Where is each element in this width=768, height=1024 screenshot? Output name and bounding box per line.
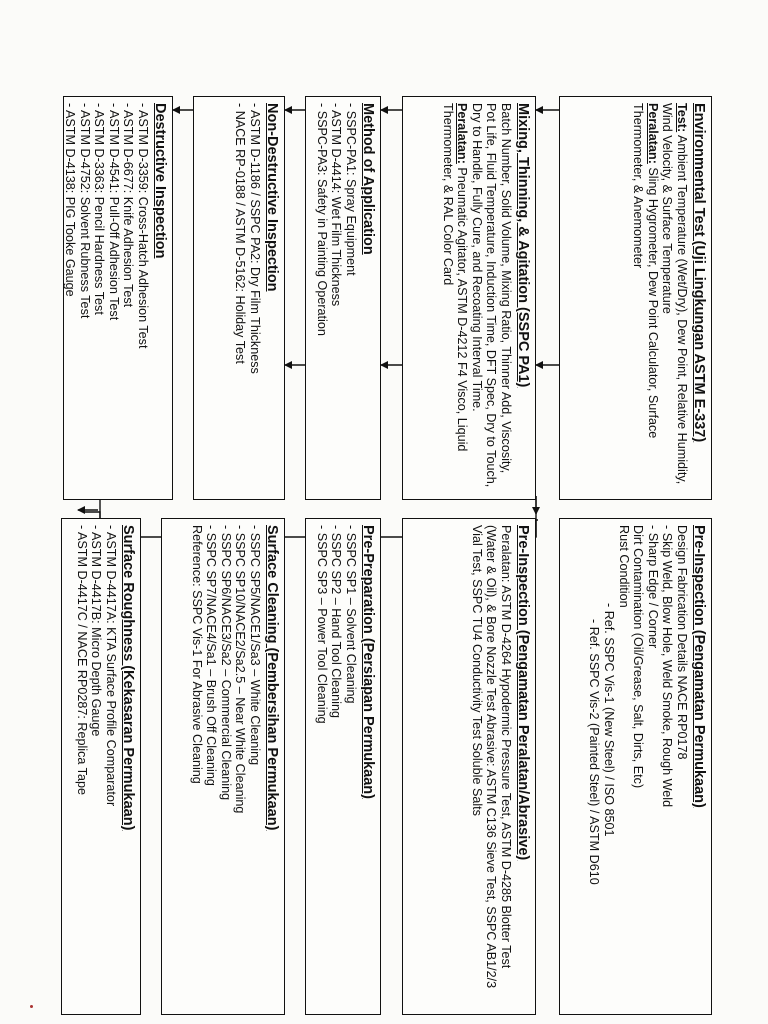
pre-inspection-surface-line: Rust Condition xyxy=(616,525,631,608)
surface-cleaning-line: - SSPC SP5/NACE1/Sa3 – White Cleaning xyxy=(248,525,262,766)
destructive-line: - ASTM D-6677: Knife Adhesion Test xyxy=(121,103,136,308)
pre-inspection-surface-line: - Skip Weld, Blow Hole, Weld Smoke, Rough Weld xyxy=(660,525,675,808)
mixing-tools-label: Peralatan: xyxy=(455,103,470,164)
mixing-tools xyxy=(440,103,469,493)
environmental-tools-text: Sling Hygrometer, Dew Point Calculator, Surface Thermometer, & Anemometer xyxy=(631,103,660,439)
box-pre-inspection-equipment xyxy=(402,518,536,1015)
mixing-tools-text: Pneumatic Agitator, ASTM D-4212 F4 Visco, Liquid Thermometer, & RAL Color Card xyxy=(440,103,470,452)
destructive-line: - ASTM D-3359: Cross-Hatch Adhesion Test xyxy=(136,103,150,349)
pre-inspection-equipment-title: Pre-Inspection (Pengamatan Peralatan/Abrasive) xyxy=(515,525,531,861)
surface-roughness-title: Surface Roughness (Kekasaran Permukaan) xyxy=(120,525,136,831)
surface-roughness-line: - ASTM D-4417C / NACE RP0287: Replica Tape xyxy=(74,525,89,795)
destructive-line: - ASTM D-4541: Pull-Off Adhesion Test xyxy=(106,103,121,321)
non-destructive-line: - NACE RP-0188 / ASTM D-5162: Holiday Test xyxy=(233,103,248,364)
surface-roughness-line: - ASTM D-4417B: Micro Depth Gauge xyxy=(89,525,104,737)
pre-inspection-surface-line: Design Fabrication Details NACE RP0178 xyxy=(675,525,689,760)
non-destructive-title: Non-Destructive Inspection xyxy=(264,103,280,292)
environmental-tools-label: Peralatan: xyxy=(645,103,660,164)
pre-preparation-line: - SSPC SP2 – Hand Tool Cleaning xyxy=(329,525,344,718)
mixing-text: Batch Number, Solid Volume, Mixing Ratio, Thinner Add, Viscosity, Pot Life, Fluid Temperature, Induction Time, DFT Spec, Dry to Touch, Dry to Handle, Fully Cure, and Recoating Interval Time. xyxy=(469,103,513,488)
box-method-application xyxy=(305,96,381,500)
environmental-test-tools xyxy=(631,103,660,493)
environmental-test-text: Ambient Temperature (Wet/Dry), Dew Point, Relative Humidity, Wind Velocity, & Surface Temperature xyxy=(660,103,689,485)
method-application-line: - SSPC-PA3: Safety in Painting Operation xyxy=(314,103,329,336)
destructive-line: - ASTM D-3363: Pencil Hardness Test xyxy=(92,103,107,315)
method-application-title: Method of Application xyxy=(360,103,376,255)
destructive-title: Destructive Inspection xyxy=(152,103,168,259)
box-non-destructive xyxy=(193,96,285,500)
surface-cleaning-title: Surface Cleaning (Pembersihan Permukaan) xyxy=(264,525,280,831)
box-pre-inspection-surface xyxy=(559,518,712,1015)
environmental-test-title: Environmental Test (Uji Lingkungan ASTM E-337) xyxy=(691,103,707,443)
pre-inspection-surface-title: Pre-Inspection (Pengamatan Permukaan) xyxy=(691,525,707,808)
destructive-line: - ASTM D-4138: PIG Tooke Gauge xyxy=(63,103,78,297)
surface-cleaning-line: - SSPC SP6/NACE3/Sa2 – Commercial Cleaning xyxy=(218,525,233,801)
pre-inspection-surface-ref: - Ref. SSPC Vis-1 (New Steel) / ISO 8501 xyxy=(602,603,617,837)
pre-preparation-title: Pre-Preparation (Persiapan Permukaan) xyxy=(360,525,376,799)
pre-preparation-line: - SSPC SP1 – Solvent Cleaning xyxy=(344,525,358,704)
pre-preparation-line: - SSPC SP3 – Power Tool Cleaning xyxy=(314,525,329,724)
box-pre-preparation xyxy=(305,518,381,1015)
method-application-line: - ASTM D-4414: Wet Film Thickness xyxy=(329,103,344,307)
box-mixing xyxy=(402,96,536,500)
surface-roughness-line: - ASTM D-4417A: KTA Surface Profile Comparator xyxy=(104,525,118,807)
surface-cleaning-line: Reference: SSPC Vis-1 For Abrasive Cleaning xyxy=(189,525,204,784)
box-environmental-test xyxy=(559,96,712,500)
pre-inspection-equipment-text: Peralatan: ASTM D-4264 Hypodermic Pressure Test, ASTM D-4285 Blotter Test (Water & Oil), & Bore Nozzle Test Abrasive: ASTM C136 Sieve Test, SSPC AB1/2/3 Vial Test, SSPC TU4 Conductivity Test Soluble Salts xyxy=(469,525,513,989)
box-surface-cleaning xyxy=(161,518,285,1015)
box-destructive xyxy=(63,96,173,500)
environmental-test-test xyxy=(660,103,689,493)
surface-cleaning-line: - SSPC SP7/NACE4/Sa1 – Brush Off Cleaning xyxy=(204,525,219,786)
pre-inspection-surface-line: - Sharp Edge / Corner xyxy=(645,525,660,649)
box-surface-roughness xyxy=(61,518,141,1015)
environmental-test-label: Test: xyxy=(675,103,689,133)
destructive-line: - ASTM D-4752: Solvent Rubness Test xyxy=(77,103,92,319)
pre-inspection-surface-line: Dirt Contamination (Oil/Grease, Salt, Dirts, Etc) xyxy=(631,525,646,789)
scan-speck xyxy=(30,1005,33,1008)
surface-cleaning-line: - SSPC SP10/NACE2/Sa2.5 – Near White Cleaning xyxy=(233,525,248,814)
non-destructive-line: - ASTM D-1186 / SSPC PA2: Dry Film Thickness xyxy=(248,103,262,374)
method-application-line: - SSPC-PA1: Spray Equipment xyxy=(344,103,358,276)
mixing-title: Mixing, Thinning, & Agitation (SSPC PA1) xyxy=(515,103,531,388)
pre-inspection-surface-ref: - Ref. SSPC Vis-2 (Painted Steel) / ASTM D610 xyxy=(587,619,602,885)
